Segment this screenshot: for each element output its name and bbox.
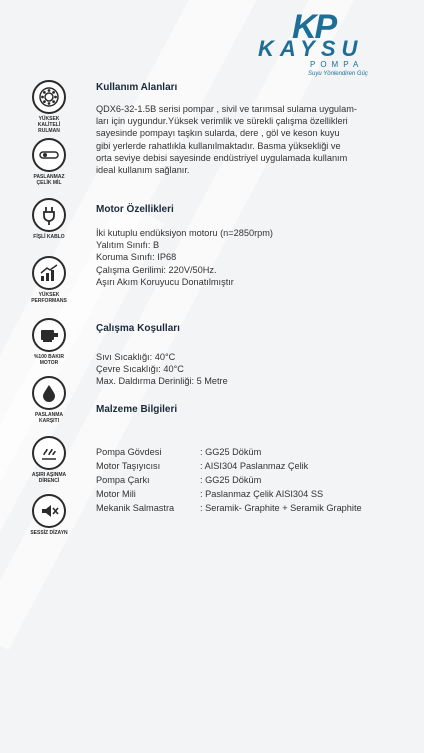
feature-plug [30,198,68,240]
material-label: Pompa Çarkı [96,475,150,485]
icon-caption: %100 BAKIR MOTOR [33,354,64,366]
icon-caption: PASLANMA KARŞITI [35,412,63,424]
motor-title: Motor Özellikleri [96,204,174,215]
material-label: Motor Taşıyıcısı [96,461,161,471]
logo-mark: KP [292,8,336,46]
icon-caption: SESSİZ DİZAYN [30,530,68,536]
conditions-text [96,351,228,388]
material-row [96,447,261,457]
motor-line: Aşırı Akım Koruyucu Donatılmıştır [96,276,234,287]
feature-motor [30,318,68,366]
material-row [96,475,261,485]
feature-bearing [30,80,68,134]
rust-icon [32,376,66,410]
motor-text [96,227,273,288]
shaft-icon [32,138,66,172]
usage-text [96,103,357,176]
motor-line: Koruma Sınıfı: IP68 [96,252,177,263]
wear-icon [32,436,66,470]
usage-line: orta seviye debisi sayesinde endüstriyel uygulamada kullanım [96,152,348,163]
icon-caption: FİŞLİ KABLO [33,234,65,240]
logo-slogan: Suyu Yönlendiren Güç [308,71,368,77]
material-row [96,489,323,499]
silent-icon [32,494,66,528]
usage-line: ideal kullanım sağlanır. [96,165,190,176]
material-label: Motor Mili [96,489,136,499]
icon-caption: YÜKSEK PERFORMANS [31,292,67,304]
performance-icon [32,256,66,290]
usage-line: ları için uygundur.Yüksek verimlik ve sürekli çalışma özellikleri [96,116,348,127]
usage-line: sayesinde pompayı taşkın sularda, dere , göl ve keson kuyu [96,128,340,139]
motor-icon [32,318,66,352]
material-value: : GG25 Döküm [200,447,262,457]
usage-line: gibi yerlerde rahatlıkla kullanılmaktadır. Basma yüksekliği ve [96,140,341,151]
material-value: : Paslanmaz Çelik AISI304 SS [200,489,324,499]
usage-title: Kullanım Alanları [96,82,178,93]
plug-icon [32,198,66,232]
logo-sub: POMPA [310,60,364,69]
material-value: : AISI304 Paslanmaz Çelik [200,461,309,471]
material-label: Pompa Gövdesi [96,447,162,457]
brand-logo [258,8,408,78]
icon-caption: AŞIRI AŞINMA DİRENCİ [31,472,67,484]
conditions-title: Çalışma Koşulları [96,323,180,334]
material-value: : GG25 Döküm [200,475,262,485]
material-row [96,461,308,471]
usage-line: QDX6-32-1.5B serisi pompar , sivil ve tarımsal sulama uygulam- [96,104,357,114]
feature-performance [30,256,68,304]
feature-shaft [30,138,68,186]
feature-rust [30,376,68,424]
icon-caption: PASLANMAZ ÇELİK MİL [33,174,65,186]
bearing-icon [32,80,66,114]
feature-wear [30,436,68,484]
conditions-line: Sıvı Sıcaklığı: 40°C [96,352,176,362]
material-value: : Seramik- Graphite + Seramik Graphite [200,503,362,513]
conditions-line: Çevre Sıcaklığı: 40°C [96,364,184,375]
motor-line: Çalışma Gerilimi: 220V/50Hz. [96,264,217,275]
icon-caption: YÜKSEK KALİTELİ RULMAN [37,116,61,134]
conditions-line: Max. Daldırma Derinliği: 5 Metre [96,376,228,387]
material-title: Malzeme Bilgileri [96,404,178,415]
feature-silent [30,494,68,536]
material-label: Mekanik Salmastra [96,503,175,513]
material-row [96,503,362,513]
logo-brand: KAYSU [258,36,364,61]
motor-line: Yalıtım Sınıfı: B [96,240,160,251]
motor-line: İki kutuplu endüksiyon motoru (n=2850rpm) [96,228,273,238]
